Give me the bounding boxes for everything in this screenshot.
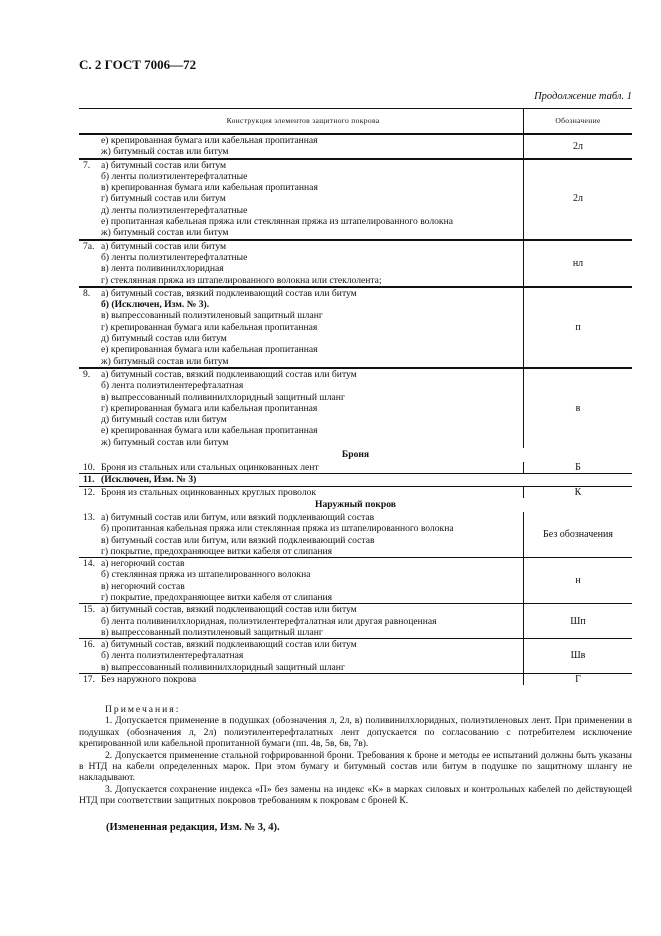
construction-line <box>83 333 523 344</box>
table-row <box>79 474 632 486</box>
construction-text: б) ленты полиэтилентерефталатные <box>101 170 248 182</box>
construction-line <box>83 569 523 580</box>
construction-line <box>83 275 523 286</box>
construction-text: а) негорючий состав <box>101 558 185 570</box>
designation-cell: в <box>524 368 633 448</box>
construction-line <box>83 310 523 321</box>
protective-cover-table <box>79 108 632 685</box>
construction-text: д) битумный состав или битум <box>101 333 227 345</box>
construction-cell <box>79 639 524 674</box>
construction-text: Броня из стальных оцинкованных круглых проволок <box>101 486 317 498</box>
designation-cell: Шв <box>524 639 633 674</box>
construction-line <box>83 604 523 615</box>
table-row <box>79 240 632 287</box>
table-row <box>79 674 632 686</box>
table-row <box>79 512 632 558</box>
row-number: 10. <box>83 462 95 474</box>
construction-cell <box>79 674 524 686</box>
table-continuation-label: Продолжение табл. 1 <box>534 91 632 102</box>
construction-line <box>83 241 523 252</box>
table-row <box>79 368 632 448</box>
construction-cell <box>79 486 524 498</box>
row-number: 16. <box>83 639 95 651</box>
construction-line <box>83 288 523 299</box>
construction-cell <box>79 474 524 486</box>
construction-text: Броня из стальных или стальных оцинкованных лент <box>101 462 319 474</box>
construction-text: а) битумный состав или битум <box>101 240 227 252</box>
construction-text: в) выпрессованный поливинилхлоридный защитный шланг <box>101 391 345 403</box>
construction-text: г) покрытие, предохраняющее витки кабеля от слипания <box>101 591 333 603</box>
construction-line <box>83 193 523 204</box>
construction-text: Без наружного покрова <box>101 674 197 686</box>
column-header-designation: Обозначение <box>524 109 633 135</box>
designation-cell: 2л <box>524 134 633 159</box>
row-number: 11. <box>83 474 95 486</box>
table-row <box>79 486 632 498</box>
table-row <box>79 639 632 674</box>
construction-line <box>83 252 523 263</box>
row-number: 7. <box>83 159 91 171</box>
table-header-row <box>79 109 632 135</box>
designation-cell: К <box>524 486 633 498</box>
construction-line <box>83 425 523 436</box>
designation-cell: нл <box>524 240 633 287</box>
row-number: 7а. <box>83 240 95 252</box>
construction-line <box>83 627 523 638</box>
construction-text: б) лента поливинилхлоридная, полиэтилентерефталатная или другая равноценная <box>101 615 437 627</box>
row-number: 9. <box>83 368 91 380</box>
construction-line <box>83 639 523 650</box>
construction-line <box>83 135 523 146</box>
construction-line <box>83 322 523 333</box>
construction-cell <box>79 368 524 448</box>
column-header-construction: Конструкция элементов защитного покрова <box>79 109 524 135</box>
notes <box>79 704 632 807</box>
designation-cell: п <box>524 287 633 368</box>
construction-cell <box>79 512 524 558</box>
designation-cell: н <box>524 558 633 604</box>
construction-line <box>83 299 523 310</box>
construction-text: д) ленты полиэтилентерефталатные <box>101 204 248 216</box>
construction-line <box>83 392 523 403</box>
construction-text: в) негорючий состав <box>101 580 185 592</box>
construction-line <box>83 558 523 569</box>
construction-line <box>83 512 523 523</box>
construction-text: б) (Исключен, Изм. № 3). <box>101 299 210 311</box>
table-section-heading <box>79 498 632 512</box>
construction-text: ж) битумный состав или битум <box>101 436 229 448</box>
construction-cell <box>79 134 524 159</box>
construction-text: в) лента поливинилхлоридная <box>101 263 224 275</box>
construction-text: а) битумный состав, вязкий подклеивающий состав или битум <box>101 639 357 651</box>
table-row <box>79 558 632 604</box>
construction-text: б) пропитанная кабельная пряжа или стеклянная пряжа из штапелированного волокна <box>101 523 454 535</box>
row-number: 8. <box>83 287 91 299</box>
construction-text: д) битумный состав или битум <box>101 414 227 426</box>
amendment-note: (Измененная редакция, Изм. № 3, 4). <box>106 822 280 833</box>
construction-text: б) лента полиэтилентерефталатная <box>101 650 244 662</box>
table-row <box>79 159 632 240</box>
construction-cell <box>79 558 524 604</box>
designation-cell: Шп <box>524 604 633 639</box>
construction-text: (Исключен, Изм. № 3) <box>101 474 197 486</box>
construction-line <box>83 662 523 673</box>
construction-line <box>83 146 523 157</box>
table-section-heading <box>79 448 632 462</box>
construction-text: в) выпрессованный поливинилхлоридный защитный шланг <box>101 661 345 673</box>
construction-text: а) битумный состав или битум <box>101 159 227 171</box>
construction-line <box>83 227 523 238</box>
construction-text: г) стеклянная пряжа из штапелированного волокна или стеклолента; <box>101 274 382 286</box>
table-row <box>79 604 632 639</box>
construction-text: е) крепированная бумага или кабельная пропитанная <box>101 425 318 437</box>
construction-cell <box>79 240 524 287</box>
table-row <box>79 287 632 368</box>
note-item: 1. Допускается применение в подушках (обозначения л, 2л, в) поливинилхлоридных, полиэтиленовых лент. При применении в подушках (обозначения л, 2л) полиэтилентерефталатных лент допускается по согласованию с потребителем исключение крепированной или кабельной пропитанной бумаги (пп. 4в, 5в, 6в, 7в). <box>79 715 632 750</box>
row-number: 12. <box>83 486 95 498</box>
section-title: Броня <box>341 449 370 461</box>
construction-line <box>83 414 523 425</box>
note-item: 3. Допускается сохранение индекса «П» без замены на индекс «К» в марках силовых и контрольных кабелей по действующей НТД при соответствии защитных покровов требованиям к покровам с броней К. <box>79 783 632 807</box>
construction-line <box>83 263 523 274</box>
construction-text: в) выпрессованный полиэтиленовый защитный шланг <box>101 310 323 322</box>
construction-text: е) крепированная бумага или кабельная пропитанная <box>101 135 318 146</box>
construction-line <box>83 616 523 627</box>
construction-line <box>83 171 523 182</box>
construction-cell <box>79 462 524 474</box>
construction-text: а) битумный состав, вязкий подклеивающий состав или битум <box>101 287 357 299</box>
row-number: 14. <box>83 558 95 570</box>
construction-text: б) стеклянная пряжа из штапелированного волокна <box>101 569 311 581</box>
construction-line <box>83 462 523 473</box>
designation-cell: Без обозначения <box>524 512 633 558</box>
construction-text: в) крепированная бумага или кабельная пропитанная <box>101 182 318 194</box>
section-title: Наружный покров <box>315 499 396 511</box>
page-header: С. 2 ГОСТ 7006—72 <box>79 57 197 72</box>
construction-text: а) битумный состав, вязкий подклеивающий состав или битум <box>101 368 357 380</box>
construction-text: ж) битумный состав или битум <box>101 146 229 158</box>
construction-line <box>83 216 523 227</box>
designation-cell: 2л <box>524 159 633 240</box>
construction-line <box>83 523 523 534</box>
designation-cell <box>524 474 633 486</box>
construction-text: е) пропитанная кабельная пряжа или стеклянная пряжа из штапелированного волокна <box>101 216 453 228</box>
construction-text: в) битумный состав или битум, или вязкий подклеивающий состав <box>101 534 375 546</box>
construction-line <box>83 356 523 367</box>
note-item: 2. Допускается применение стальной гофрированной брони. Требования к броне и методы ее испытаний должны быть указаны в НТД на кабели определенных марок. При этом бумагу и битумный состав или битум в подушке по защитному шлангу не накладывают. <box>79 749 632 784</box>
construction-line <box>83 546 523 557</box>
construction-line <box>83 535 523 546</box>
table-row <box>79 134 632 159</box>
construction-line <box>83 344 523 355</box>
construction-line <box>83 403 523 414</box>
designation-cell: Б <box>524 462 633 474</box>
row-number: 15. <box>83 604 95 616</box>
construction-text: е) крепированная бумага или кабельная пропитанная <box>101 344 318 356</box>
construction-text: г) битумный состав или битум <box>101 193 226 205</box>
construction-line <box>83 160 523 171</box>
construction-text: а) битумный состав, вязкий подклеивающий состав или битум <box>101 604 357 616</box>
construction-line <box>83 650 523 661</box>
construction-cell <box>79 604 524 639</box>
construction-line <box>83 380 523 391</box>
designation-cell: Г <box>524 674 633 686</box>
construction-line <box>83 487 523 498</box>
construction-line <box>83 674 523 685</box>
construction-text: б) лента полиэтилентерефталатная <box>101 380 244 392</box>
construction-text: г) крепированная бумага или кабельная пропитанная <box>101 321 318 333</box>
construction-text: г) крепированная бумага или кабельная пропитанная <box>101 402 318 414</box>
construction-line <box>83 437 523 448</box>
construction-text: б) ленты полиэтилентерефталатные <box>101 251 248 263</box>
construction-text: ж) битумный состав или битум <box>101 227 229 239</box>
construction-text: а) битумный состав или битум, или вязкий подклеивающий состав <box>101 511 375 523</box>
construction-line <box>83 581 523 592</box>
construction-line <box>83 474 524 485</box>
construction-text: в) выпрессованный полиэтиленовый защитный шланг <box>101 626 323 638</box>
construction-line <box>83 592 523 603</box>
construction-text: г) покрытие, предохраняющее витки кабеля от слипания <box>101 545 333 557</box>
construction-line <box>83 205 523 216</box>
construction-line <box>83 369 523 380</box>
row-number: 13. <box>83 511 95 523</box>
construction-cell <box>79 287 524 368</box>
construction-cell <box>79 159 524 240</box>
construction-line <box>83 182 523 193</box>
notes-title: Примечания: <box>105 704 181 715</box>
row-number: 17. <box>83 674 95 686</box>
construction-text: ж) битумный состав или битум <box>101 355 229 367</box>
table-row <box>79 462 632 474</box>
